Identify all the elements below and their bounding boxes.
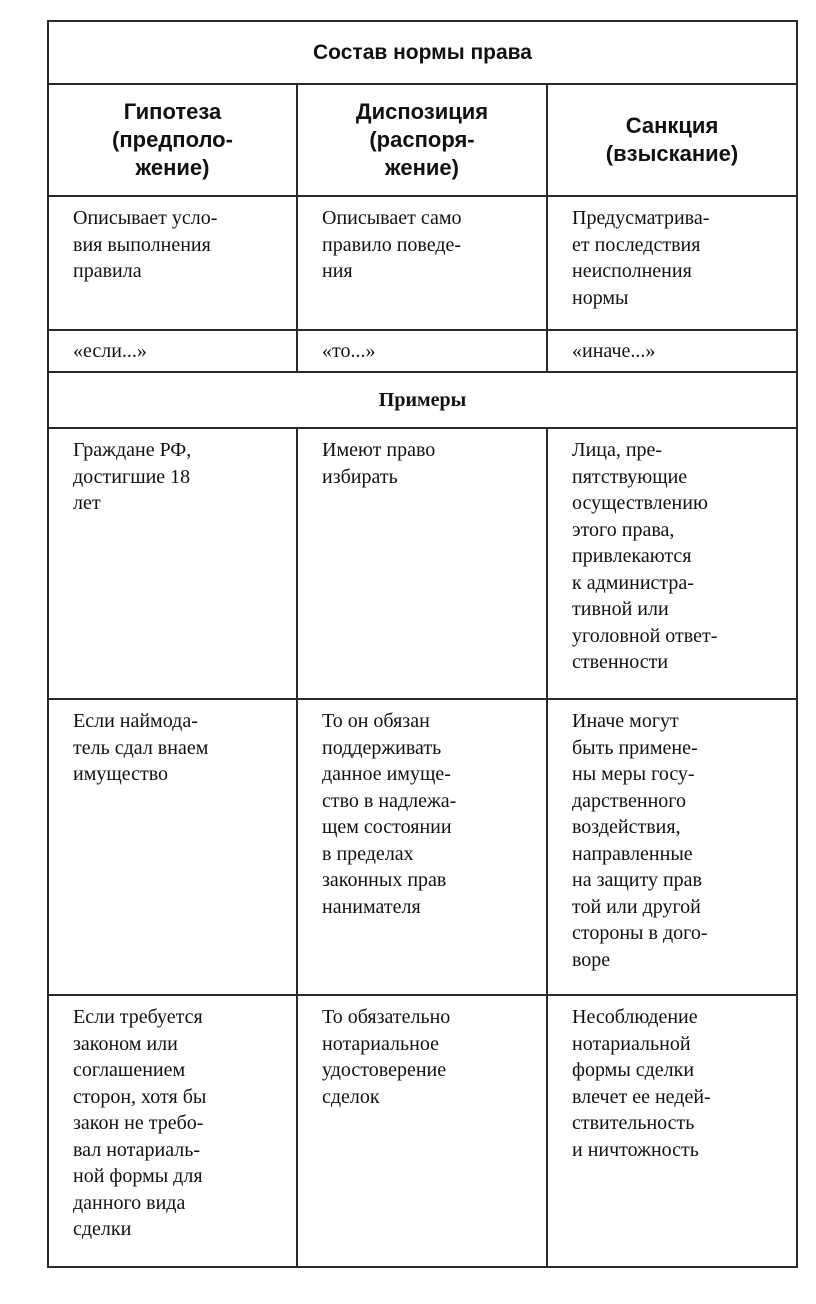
example-3-disposition: То обязательно нотариальное удостоверение сделок <box>297 995 547 1267</box>
example-3-sanction: Несоблюдение нотариальной формы сделки влечет ее недей- ствительность и ничтожность <box>547 995 797 1267</box>
example-2-hypothesis: Если наймода- тель сдал внаем имущество <box>48 699 297 995</box>
example-2-sanction: Иначе могут быть примене- ны меры госу- дарственного воздействия, направленные на защиту прав той или другой стороны в дого- воре <box>547 699 797 995</box>
header-disposition: Диспозиция (распоря- жение) <box>297 84 547 196</box>
header-sanction: Санкция (взыскание) <box>547 84 797 196</box>
example-1-sanction: Лица, пре- пятствующие осуществлению этого права, привлекаются к администра- тивной или уголовной ответ- ственности <box>547 428 797 699</box>
keyword-row <box>48 330 797 372</box>
example-row <box>48 428 797 699</box>
header-hypothesis: Гипотеза (предполо- жение) <box>48 84 297 196</box>
example-row <box>48 699 797 995</box>
table-title: Состав нормы права <box>48 21 797 84</box>
example-1-disposition: Имеют право избирать <box>297 428 547 699</box>
examples-heading: Примеры <box>48 372 797 428</box>
description-hypothesis: Описывает усло- вия выполнения правила <box>48 196 297 330</box>
example-3-hypothesis: Если требуется законом или соглашением сторон, хотя бы закон не требо- вал нотариаль- ной формы для данного вида сделки <box>48 995 297 1267</box>
title-row <box>48 21 797 84</box>
example-1-hypothesis: Граждане РФ, достигшие 18 лет <box>48 428 297 699</box>
keyword-else: «иначе...» <box>547 330 797 372</box>
header-row <box>48 84 797 196</box>
description-disposition: Описывает само правило поведе- ния <box>297 196 547 330</box>
norm-structure-table <box>47 20 798 1268</box>
keyword-then: «то...» <box>297 330 547 372</box>
description-sanction: Предусматрива- ет последствия неисполнения нормы <box>547 196 797 330</box>
keyword-if: «если...» <box>48 330 297 372</box>
example-row <box>48 995 797 1267</box>
description-row <box>48 196 797 330</box>
examples-heading-row <box>48 372 797 428</box>
example-2-disposition: То он обязан поддерживать данное имуще- ство в надлежа- щем состоянии в пределах законных прав нанимателя <box>297 699 547 995</box>
